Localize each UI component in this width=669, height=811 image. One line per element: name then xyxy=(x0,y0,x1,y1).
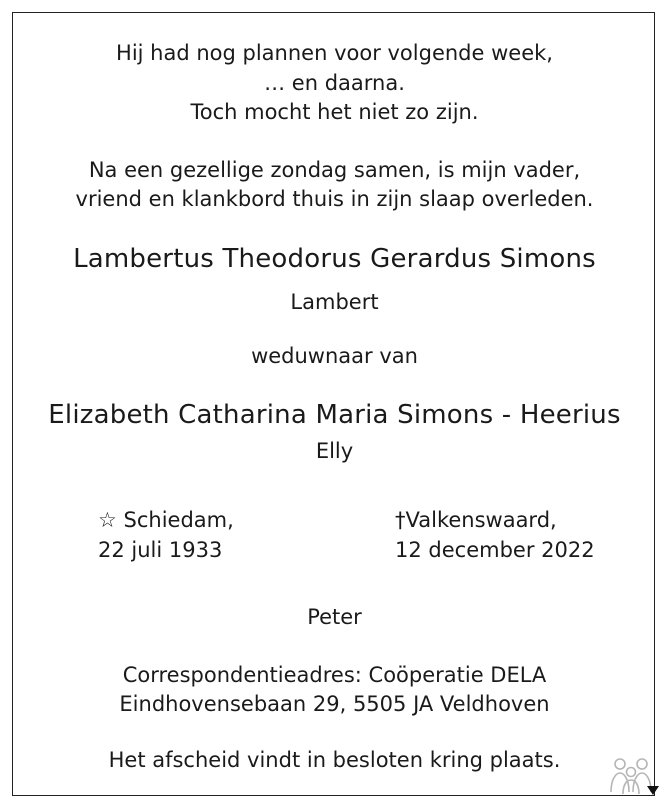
intro-line-1: Hij had nog plannen voor volgende week, xyxy=(116,41,553,65)
farewell-text: Het afscheid vindt in besloten kring plaats. xyxy=(108,748,561,772)
message-line-2: vriend en klankbord thuis in zijn slaap overleden. xyxy=(75,187,594,211)
message-line-1: Na een gezellige zondag samen, is mijn vader, xyxy=(88,158,581,182)
intro-line-2: … en daarna. xyxy=(264,71,405,95)
correspondence-line-1: Correspondentieadres: Coöperatie DELA xyxy=(122,663,547,687)
birth-date: 22 juli 1933 xyxy=(98,538,223,562)
spouse-name: Elizabeth Catharina Maria Simons - Heerius xyxy=(48,400,621,430)
correspondence-line-2: Eindhovensebaan 29, 5505 JA Veldhoven xyxy=(119,692,550,716)
birth-place: Schiedam, xyxy=(123,508,234,532)
relation-text: weduwnaar van xyxy=(251,344,418,368)
cross-icon: † xyxy=(395,508,406,532)
death-place-line xyxy=(395,506,557,534)
deceased-nickname: Lambert xyxy=(290,290,379,314)
death-place: Valkenswaard, xyxy=(405,508,557,532)
triangle-down-icon xyxy=(647,786,659,795)
intro-line-3: Toch mocht het niet zo zijn. xyxy=(190,100,479,124)
star-icon: ☆ xyxy=(98,508,117,532)
deceased-name: Lambertus Theodorus Gerardus Simons xyxy=(73,244,596,274)
spouse-nickname: Elly xyxy=(315,439,354,463)
survivor-name: Peter xyxy=(307,605,362,629)
birth-place-line xyxy=(98,506,234,534)
death-date: 12 december 2022 xyxy=(395,538,595,562)
